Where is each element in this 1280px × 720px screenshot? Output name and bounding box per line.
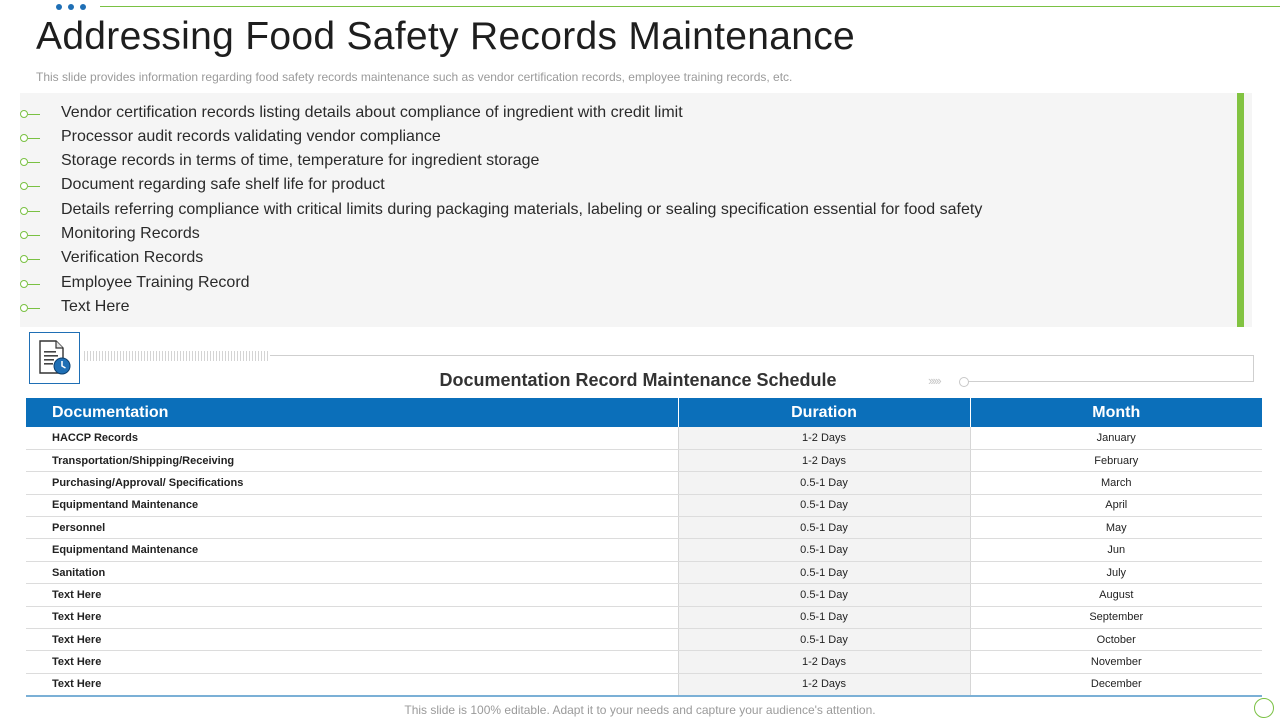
table-row — [26, 517, 1262, 539]
accent-bar — [1237, 93, 1244, 327]
month-cell: August — [970, 584, 1262, 606]
documentation-cell: Text Here — [26, 629, 678, 651]
corner-ring-icon — [1254, 698, 1274, 718]
documentation-cell: Text Here — [26, 673, 678, 695]
decorative-frame-top — [270, 355, 1254, 356]
circle-bullet-icon — [20, 109, 42, 119]
decorative-dots — [56, 4, 86, 10]
table-row — [26, 606, 1262, 628]
top-divider — [100, 6, 1280, 7]
table-row — [26, 494, 1262, 516]
documentation-cell: Text Here — [26, 606, 678, 628]
column-header-duration: Duration — [678, 398, 970, 427]
chevrons-icon: ››››› — [928, 373, 940, 388]
schedule-table — [26, 398, 1262, 696]
bullet-text: Vendor certification records listing details about compliance of ingredient with credit limit — [61, 104, 683, 121]
duration-cell: 0.5-1 Day — [678, 494, 970, 516]
circle-bullet-icon — [20, 206, 42, 216]
documentation-cell: Personnel — [26, 517, 678, 539]
month-cell: July — [970, 561, 1262, 583]
table-row — [26, 651, 1262, 673]
duration-cell: 0.5-1 Day — [678, 584, 970, 606]
table-row — [26, 561, 1262, 583]
documentation-cell: Purchasing/Approval/ Specifications — [26, 472, 678, 494]
table-row — [26, 427, 1262, 449]
decorative-hatch — [84, 351, 270, 361]
bullet-text: Monitoring Records — [61, 225, 200, 242]
bullet-text: Storage records in terms of time, temperature for ingredient storage — [61, 152, 540, 169]
bullet-panel — [20, 93, 1252, 327]
circle-bullet-icon — [20, 303, 42, 313]
month-cell: January — [970, 427, 1262, 449]
table-body — [26, 427, 1262, 696]
month-cell: October — [970, 629, 1262, 651]
documentation-cell: Equipmentand Maintenance — [26, 539, 678, 561]
duration-cell: 1-2 Days — [678, 651, 970, 673]
documentation-cell: Text Here — [26, 584, 678, 606]
month-cell: April — [970, 494, 1262, 516]
circle-bullet-icon — [20, 254, 42, 264]
duration-cell: 0.5-1 Day — [678, 629, 970, 651]
table-row — [26, 673, 1262, 695]
table-bottom-border — [26, 695, 1262, 697]
table-row — [26, 449, 1262, 471]
bullet-text: Verification Records — [61, 249, 204, 266]
documentation-cell: Equipmentand Maintenance — [26, 494, 678, 516]
month-cell: Jun — [970, 539, 1262, 561]
month-cell: February — [970, 449, 1262, 471]
circle-bullet-icon — [20, 230, 42, 240]
duration-cell: 0.5-1 Day — [678, 561, 970, 583]
circle-bullet-icon — [20, 157, 42, 167]
duration-cell: 0.5-1 Day — [678, 472, 970, 494]
circle-bullet-icon — [20, 133, 42, 143]
footer-note: This slide is 100% editable. Adapt it to your needs and capture your audience's attention. — [404, 703, 876, 717]
bullet-text: Details referring compliance with critical limits during packaging materials, labeling or sealing specification essential for food safety — [61, 201, 983, 218]
month-cell: May — [970, 517, 1262, 539]
duration-cell: 1-2 Days — [678, 427, 970, 449]
bullet-text: Text Here — [61, 298, 130, 315]
month-cell: September — [970, 606, 1262, 628]
duration-cell: 0.5-1 Day — [678, 539, 970, 561]
duration-cell: 1-2 Days — [678, 449, 970, 471]
documentation-cell: HACCP Records — [26, 427, 678, 449]
documentation-cell: Sanitation — [26, 561, 678, 583]
table-title: Documentation Record Maintenance Schedule — [439, 370, 837, 390]
circle-bullet-icon — [20, 181, 42, 191]
documentation-cell: Transportation/Shipping/Receiving — [26, 449, 678, 471]
duration-cell: 0.5-1 Day — [678, 606, 970, 628]
month-cell: December — [970, 673, 1262, 695]
column-header-month: Month — [970, 398, 1262, 427]
table-row — [26, 539, 1262, 561]
table-row — [26, 472, 1262, 494]
table-row — [26, 629, 1262, 651]
duration-cell: 1-2 Days — [678, 673, 970, 695]
bullet-text: Document regarding safe shelf life for product — [61, 176, 385, 193]
table-row — [26, 584, 1262, 606]
circle-bullet-icon — [20, 279, 42, 289]
month-cell: November — [970, 651, 1262, 673]
documentation-cell: Text Here — [26, 651, 678, 673]
page-title: Addressing Food Safety Records Maintenance — [36, 15, 856, 58]
table-header-row — [26, 398, 1262, 427]
bullet-text: Processor audit records validating vendor compliance — [61, 128, 441, 145]
duration-cell: 0.5-1 Day — [678, 517, 970, 539]
bullet-text: Employee Training Record — [61, 274, 250, 291]
column-header-documentation: Documentation — [26, 398, 678, 427]
month-cell: March — [970, 472, 1262, 494]
page-subtitle: This slide provides information regarding food safety records maintenance such as vendor certification records, employee training records, etc. — [36, 70, 793, 84]
